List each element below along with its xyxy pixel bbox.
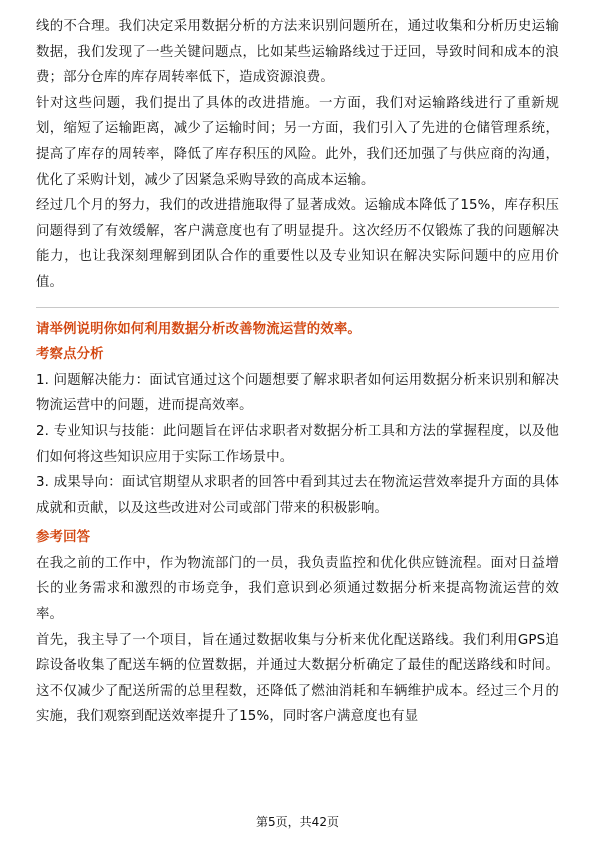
body-paragraph: 线的不合理。我们决定采用数据分析的方法来识别问题所在，通过收集和分析历史运输数据，我们发现了一些关键问题点，比如某些运输路线过于迂回，导致时间和成本的浪费；部分仓库的库存周转率低下，造成资源浪费。	[36, 19, 559, 86]
analysis-item: 3. 成果导向：面试官期望从求职者的回答中看到其过去在物流运营效率提升方面的具体成就和贡献，以及这些改进对公司或部门带来的积极影响。	[36, 475, 559, 516]
page-content	[36, 14, 559, 730]
answer-heading: 参考回答	[36, 530, 91, 546]
analysis-heading: 考察点分析	[36, 347, 104, 363]
page-footer: 第5页，共42页	[256, 815, 339, 829]
body-paragraph: 经过几个月的努力，我们的改进措施取得了显著成效。运输成本降低了15%，库存积压问题得到了有效缓解，客户满意度也有了明显提升。这次经历不仅锻炼了我的问题解决能力，也让我深刻理解到团队合作的重要性以及专业知识在解决实际问题中的应用价值。	[36, 198, 559, 290]
analysis-item: 1. 问题解决能力：面试官通过这个问题想要了解求职者如何运用数据分析来识别和解决物流运营中的问题，进而提高效率。	[36, 372, 559, 414]
answer-paragraph: 在我之前的工作中，作为物流部门的一员，我负责监控和优化供应链流程。面对日益增长的业务需求和激烈的市场竞争，我们意识到必须通过数据分析来提高物流运营的效率。	[36, 555, 559, 623]
body-paragraph: 针对这些问题，我们提出了具体的改进措施。一方面，我们对运输路线进行了重新规划，缩短了运输距离，减少了运输时间；另一方面，我们引入了先进的仓储管理系统，提高了库存的周转率，降低了库存积压的风险。此外，我们还加强了与供应商的沟通，优化了采购计划，减少了因紧急采购导致的高成本运输。	[36, 95, 559, 188]
question-heading: 请举例说明你如何利用数据分析改善物流运营的效率。	[36, 321, 361, 337]
section-divider	[36, 307, 559, 308]
analysis-item: 2. 专业知识与技能：此问题旨在评估求职者对数据分析工具和方法的掌握程度，以及他们如何将这些知识应用于实际工作场景中。	[36, 423, 559, 465]
answer-paragraph: 首先，我主导了一个项目，旨在通过数据收集与分析来优化配送路线。我们利用GPS追踪设备收集了配送车辆的位置数据，并通过大数据分析确定了最佳的配送路线和时间。这不仅减少了配送所需的总里程数，还降低了燃油消耗和车辆维护成本。经过三个月的实施，我们观察到配送效率提升了15%，同时客户满意度也有显	[36, 632, 559, 725]
